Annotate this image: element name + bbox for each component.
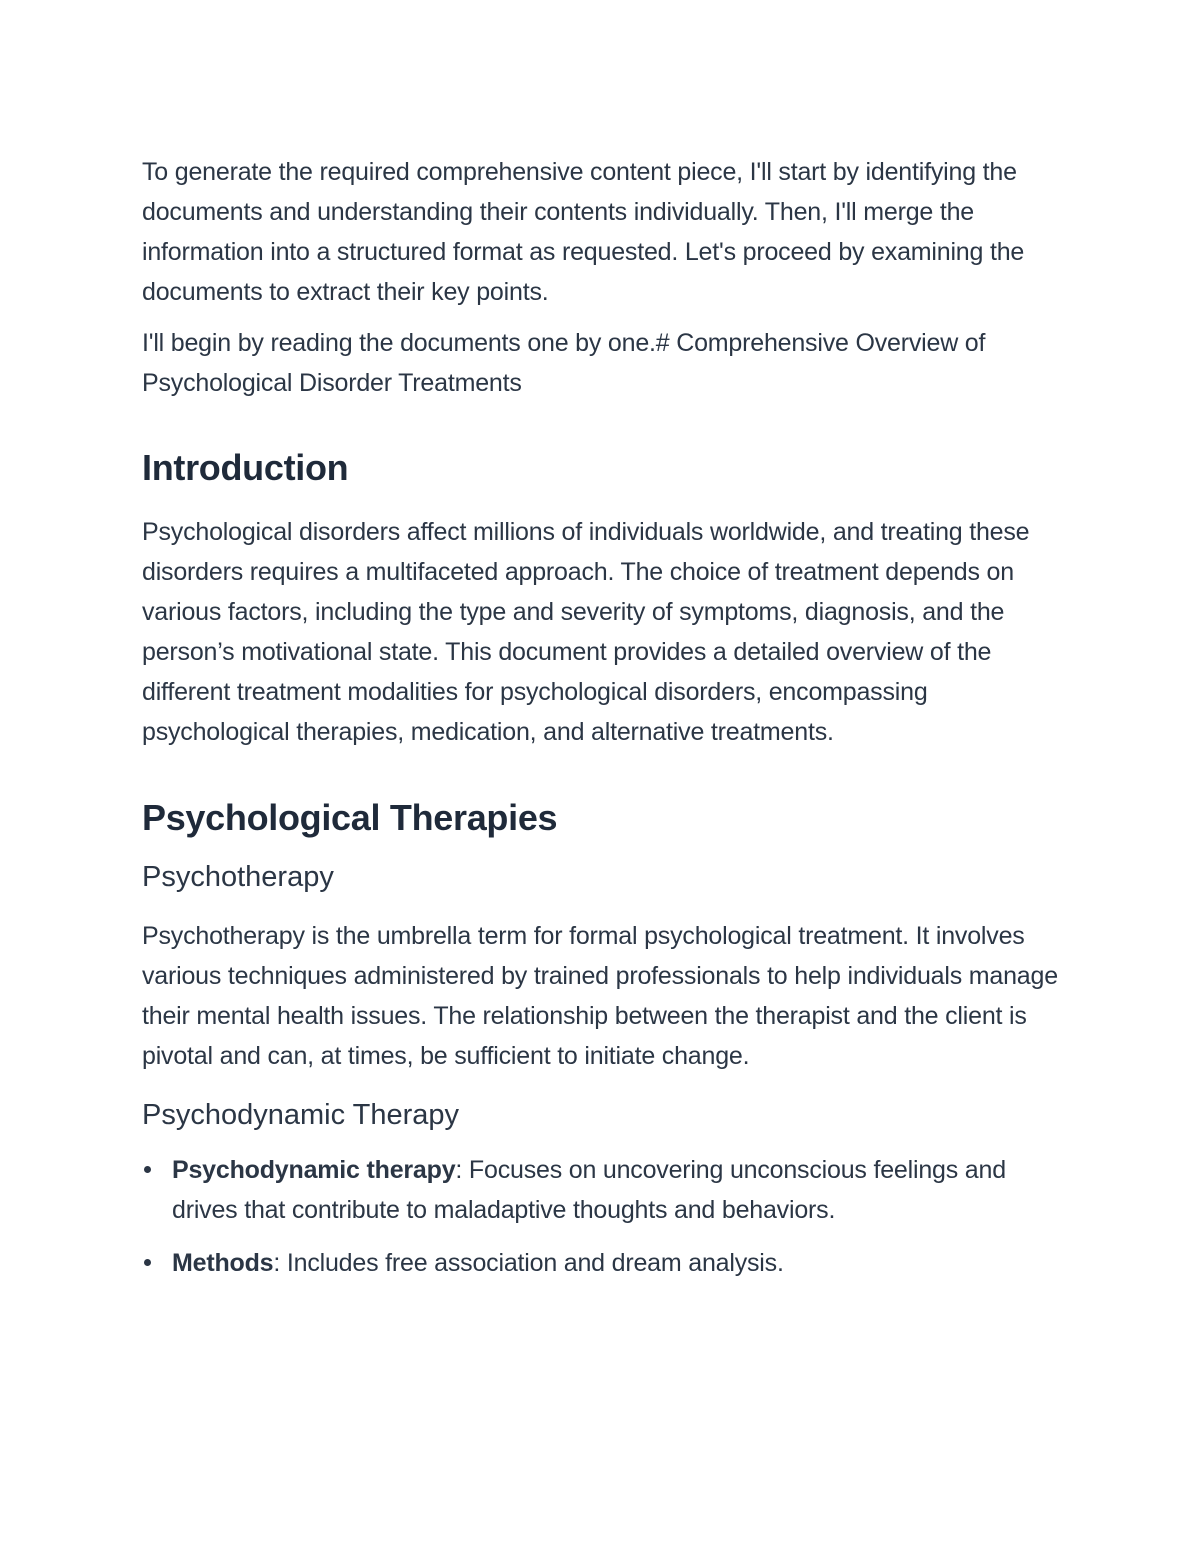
list-item-text: : Focuses on uncovering unconscious feelings and drives that contribute to maladaptive thoughts and behaviors. (172, 1156, 1006, 1224)
list-item-term: Methods (172, 1249, 274, 1277)
introduction-paragraph: Psychological disorders affect millions of individuals worldwide, and treating these disorders requires a multifaceted approach. The choice of treatment depends on various factors, including the type and severity of symptoms, diagnosis, and the person’s motivational state. This document provides a detailed overview of the different treatment modalities for psychological disorders, encompassing psychological therapies, medication, and alternative treatments. (142, 518, 1030, 746)
psychological-therapies-heading: Psychological Therapies (142, 797, 558, 838)
psychodynamic-therapy-heading: Psychodynamic Therapy (142, 1099, 460, 1131)
bullet-icon (144, 1259, 151, 1266)
psychotherapy-heading: Psychotherapy (142, 861, 334, 893)
preamble-paragraph-1: To generate the required comprehensive content piece, I'll start by identifying the documents and understanding their contents individually. Then, I'll merge the information into a structured format as requested. Let's proceed by examining the documents to extract their key points. (142, 158, 1025, 306)
list-item-text: : Includes free association and dream analysis. (273, 1249, 784, 1277)
list-item (142, 1150, 1062, 1230)
psychodynamic-list (142, 1150, 1062, 1283)
preamble-paragraph-2: I'll begin by reading the documents one by one.# Comprehensive Overview of Psychological Disorder Treatments (142, 329, 986, 397)
bullet-icon (144, 1166, 151, 1173)
document-page (142, 152, 1062, 1296)
introduction-heading: Introduction (142, 447, 349, 488)
list-item-term: Psychodynamic therapy (172, 1156, 456, 1184)
psychotherapy-paragraph: Psychotherapy is the umbrella term for formal psychological treatment. It involves various techniques administered by trained professionals to help individuals manage their mental health issues. The relationship between the therapist and the client is pivotal and can, at times, be sufficient to initiate change. (142, 922, 1058, 1070)
list-item (142, 1243, 1062, 1283)
